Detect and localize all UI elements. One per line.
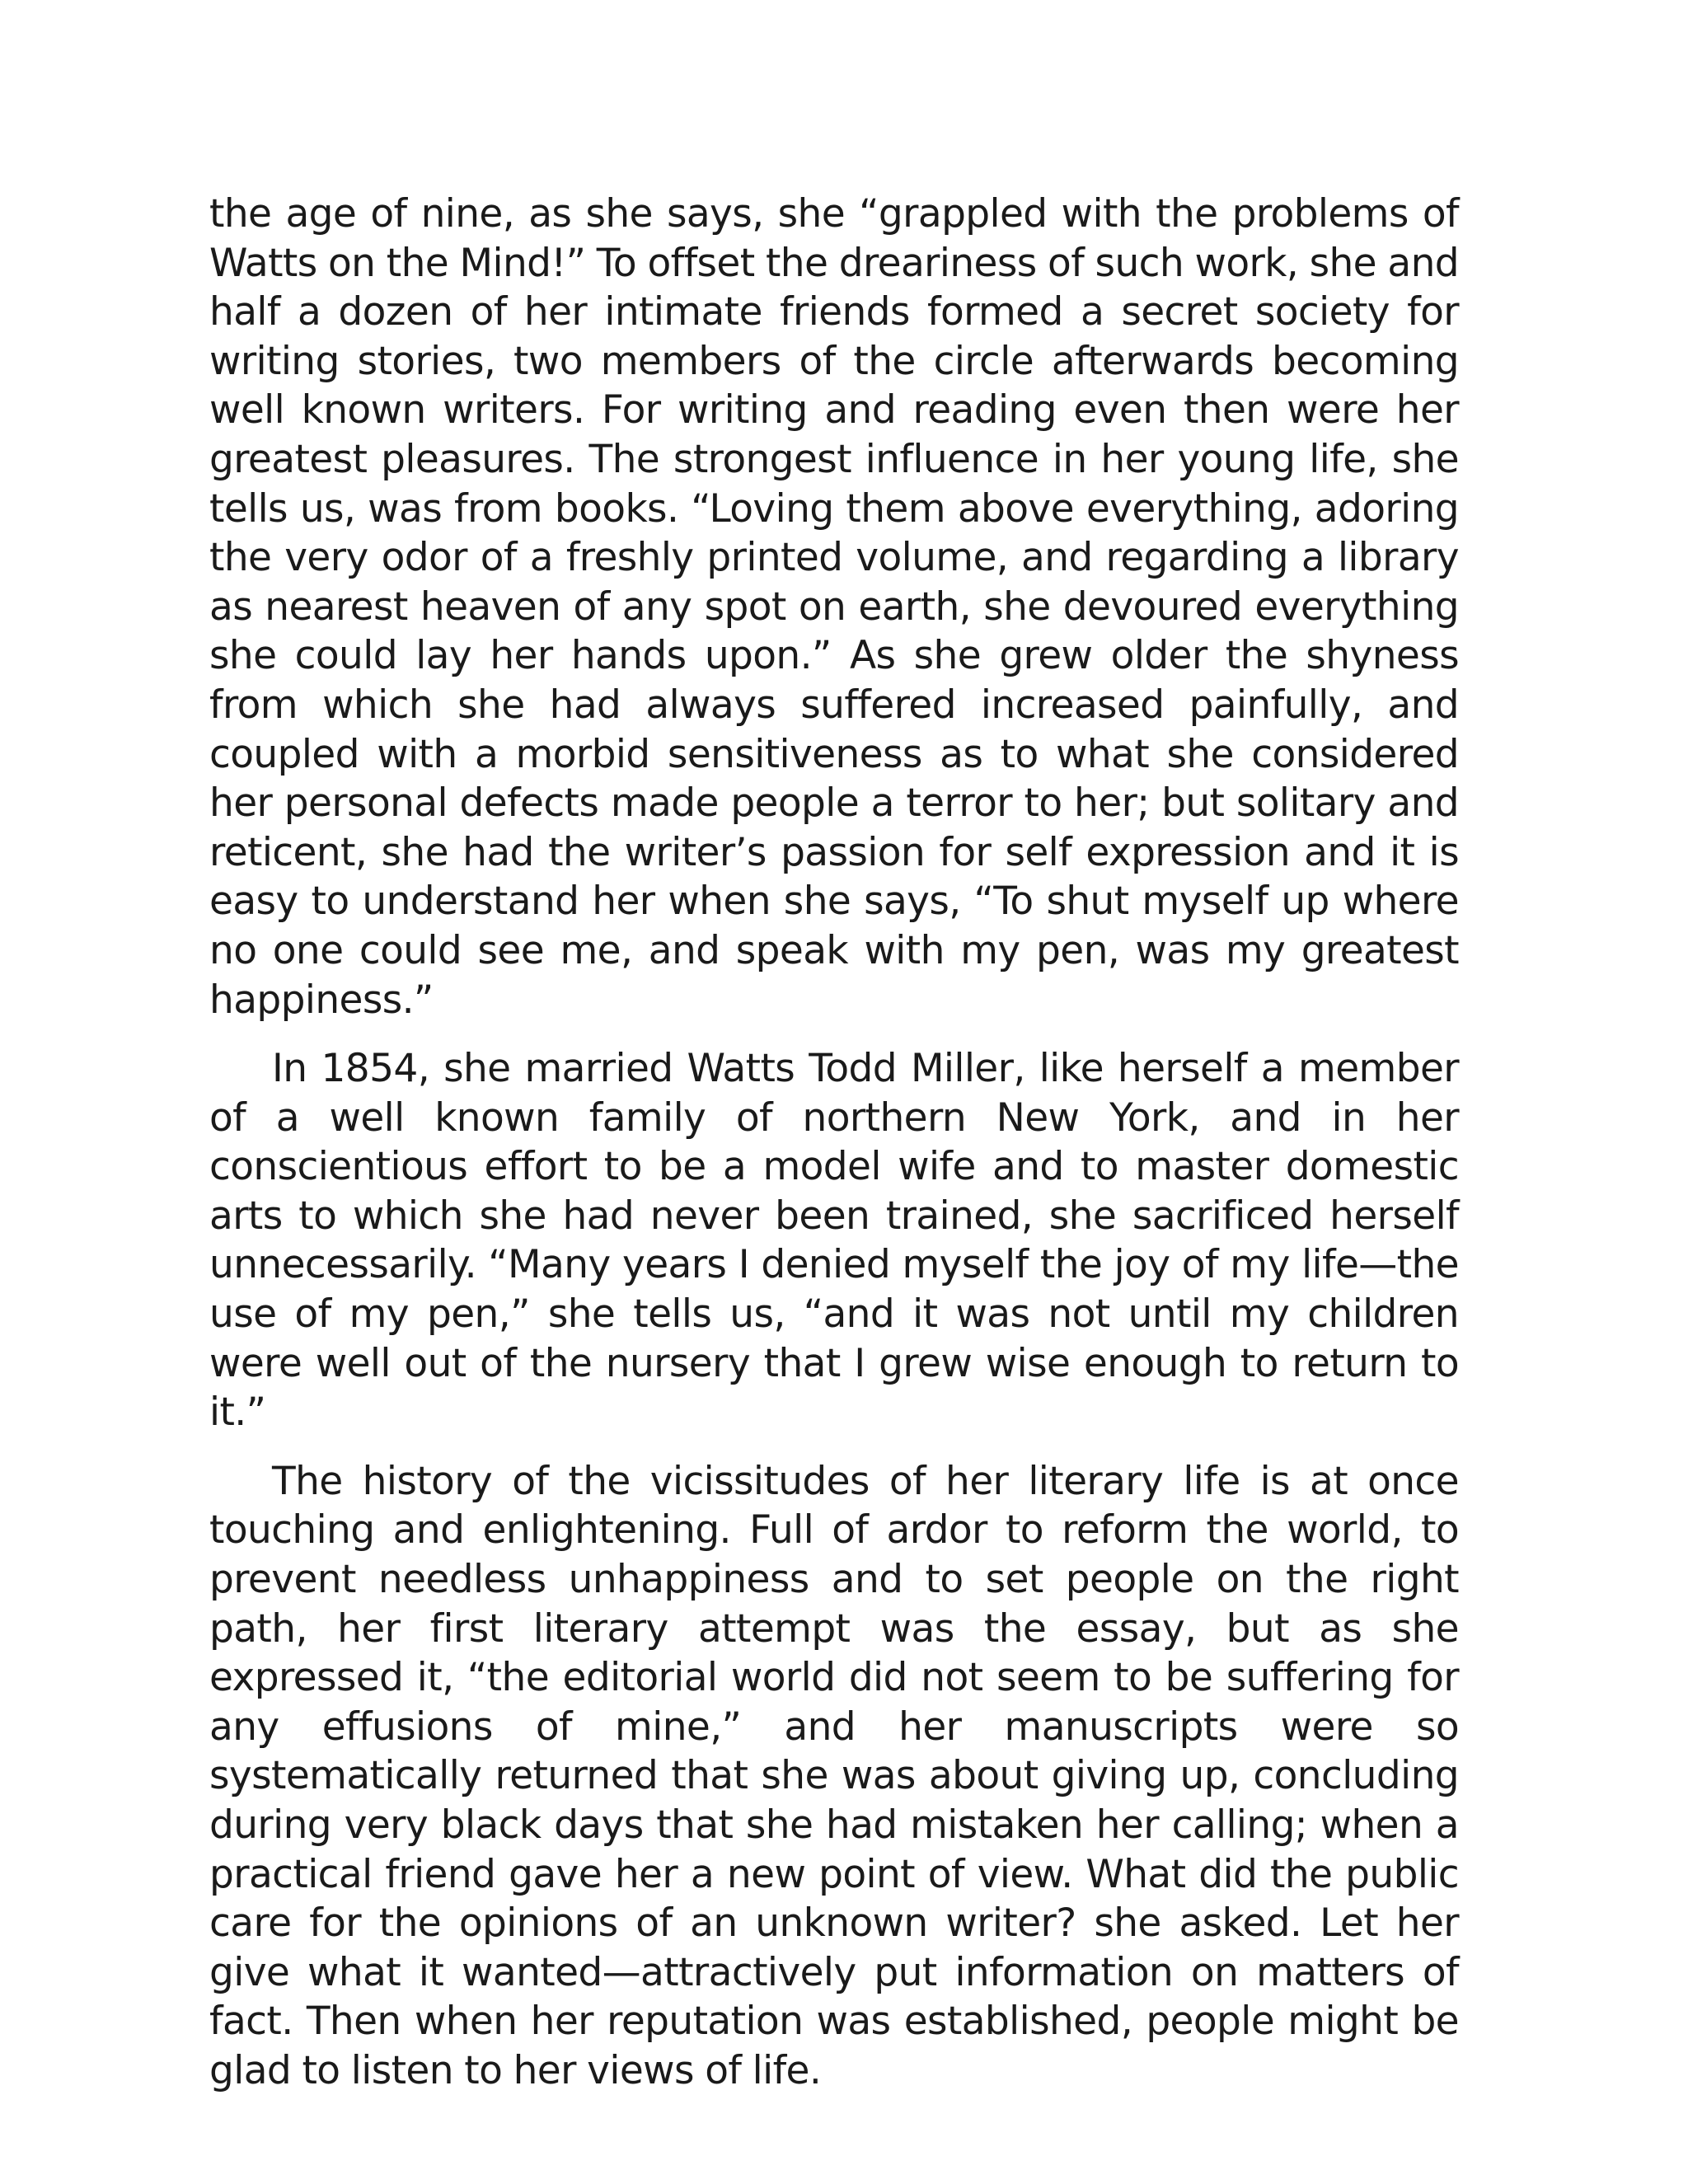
paragraph-1: the age of nine, as she says, she “grappled with the problems of Watts on the Mind!” To offset the dreariness of such work, she and half a dozen of her intimate friends formed a secret society for writing stories, two members of the circle afterwards becoming well known writers. For writing and reading even then were her greatest pleasures. The strongest influence in her young life, she tells us, was from books. “Loving them above everything, adoring the very odor of a freshly printed volume, and regarding a library as nearest heaven of any spot on earth, she devoured everything she could lay her hands upon.” As she grew older the shyness from which she had always suffered increased painfully, and coupled with a morbid sensitiveness as to what she considered her personal defects made people a terror to her; but solitary and reticent, she had the writer’s passion for self expression and it is easy to understand her when she says, “To shut myself up where no one could see me, and speak with my pen, was my greatest happiness.” — [209, 191, 1459, 1023]
paragraph-3: The history of the vicissitudes of her literary life is at once touching and enlightening. Full of ardor to reform the world, to prevent needless unhappiness and to set people on the right path, her first literary attempt was the essay, but as she expressed it, “the editorial world did not seem to be suffering for any effusions of mine,” and her manuscripts were so systematically returned that she was about giving up, concluding during very black days that she had mistaken her calling; when a practical friend gave her a new point of view. What did the public care for the opinions of an unknown writer? she asked. Let her give what it wanted—attractively put information on matters of fact. Then when her reputation was established, people might be glad to listen to her views of life. — [209, 1458, 1459, 2093]
paragraph-2: In 1854, she married Watts Todd Miller, like herself a member of a well known family of northern New York, and in her conscientious effort to be a model wife and to master domestic arts to which she had never been trained, she sacrificed herself unnecessarily. “Many years I denied myself the joy of my life—the use of my pen,” she tells us, “and it was not until my children were well out of the nursery that I grew wise enough to return to it.” — [209, 1046, 1459, 1436]
